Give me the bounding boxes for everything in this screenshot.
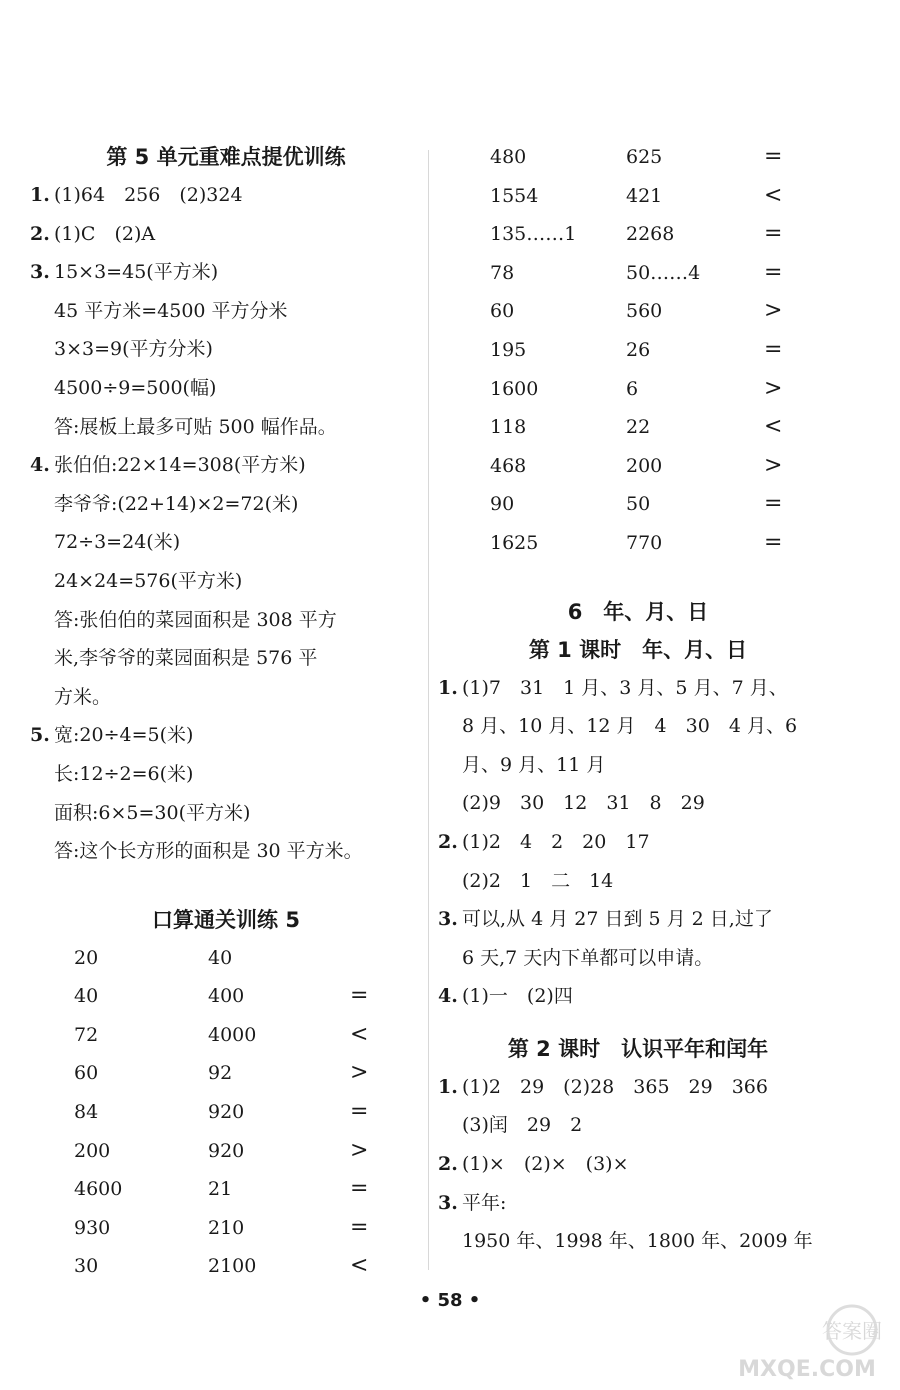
question-number: 1. bbox=[438, 676, 458, 699]
right-column bbox=[438, 138, 838, 1261]
unit5-line bbox=[30, 562, 422, 601]
question-number: 2. bbox=[30, 222, 50, 245]
answer-text: 方米。 bbox=[54, 685, 112, 708]
question-number: 3. bbox=[438, 908, 458, 931]
answer-text: 24×24=576(平方米) bbox=[54, 569, 243, 592]
unit5-title: 第 5 单元重难点提优训练 bbox=[106, 145, 346, 169]
oral-row bbox=[438, 292, 838, 331]
chapter-title: 6 年、月、日 bbox=[567, 599, 709, 624]
answer-text: 45 平方米=4500 平方分米 bbox=[54, 299, 288, 322]
unit5-line bbox=[30, 678, 422, 717]
answer-text: 米,李爷爷的菜园面积是 576 平 bbox=[54, 647, 318, 670]
lesson2-line bbox=[438, 1068, 838, 1107]
oral-answer: 200 bbox=[74, 1139, 111, 1162]
unit5-line bbox=[30, 330, 422, 369]
answer-text: (1)× (2)× (3)× bbox=[462, 1153, 629, 1176]
unit5-line bbox=[30, 176, 422, 215]
answer-text: 可以,从 4 月 27 日到 5 月 2 日,过了 bbox=[462, 908, 773, 931]
answer-text: 3×3=9(平方分米) bbox=[54, 338, 213, 361]
question-number: 4. bbox=[438, 985, 458, 1008]
answer-text: 6 天,7 天内下单都可以申请。 bbox=[462, 946, 714, 969]
comparison-sign: = bbox=[764, 491, 783, 517]
oral-answer: 60 bbox=[490, 300, 515, 323]
lesson1-line bbox=[438, 669, 838, 708]
unit5-line bbox=[30, 485, 422, 524]
comparison-sign: < bbox=[350, 1021, 369, 1047]
answer-text: 李爷爷:(22+14)×2=72(米) bbox=[54, 492, 299, 515]
oral-answer: 421 bbox=[626, 184, 663, 207]
oral-answer: 1554 bbox=[490, 184, 539, 207]
oral-answer: 625 bbox=[626, 146, 663, 168]
oral-answer: 920 bbox=[208, 1139, 245, 1162]
oral-answer: 920 bbox=[208, 1101, 245, 1124]
question-number: 1. bbox=[30, 184, 50, 206]
oral-answer: 560 bbox=[626, 300, 663, 323]
oral-answer: 21 bbox=[208, 1178, 233, 1201]
comparison-sign: < bbox=[764, 414, 783, 440]
oral-answer: 4000 bbox=[208, 1023, 257, 1046]
comparison-sign: > bbox=[350, 1137, 369, 1163]
oral-answer: 1600 bbox=[490, 377, 539, 400]
oral-row bbox=[438, 254, 838, 293]
oral-answer: 84 bbox=[74, 1101, 99, 1124]
oral-row bbox=[30, 977, 422, 1016]
unit5-line bbox=[30, 755, 422, 794]
oral-row bbox=[30, 1247, 422, 1286]
answer-text: 宽:20÷4=5(米) bbox=[54, 724, 194, 747]
oral-answer: 90 bbox=[490, 493, 515, 516]
comparison-sign: = bbox=[764, 144, 783, 169]
question-number: 2. bbox=[438, 830, 458, 853]
answer-text: 15×3=45(平方米) bbox=[54, 261, 219, 284]
lesson1-line bbox=[438, 939, 838, 978]
oral-answer: 40 bbox=[208, 946, 233, 969]
lesson1-line bbox=[438, 746, 838, 785]
lesson2-line bbox=[438, 1106, 838, 1145]
unit5-line bbox=[30, 408, 422, 447]
answer-text: (2)2 1 二 14 bbox=[462, 869, 614, 892]
svg-text:MXQE.COM: MXQE.COM bbox=[738, 1357, 876, 1382]
comparison-sign: = bbox=[350, 1214, 369, 1240]
oral-answer: 60 bbox=[74, 1062, 99, 1085]
comparison-sign: > bbox=[764, 375, 783, 401]
answer-text: 1950 年、1998 年、1800 年、2009 年 bbox=[462, 1230, 813, 1253]
oral-title: 口算通关训练 5 bbox=[152, 907, 300, 932]
answer-text: 72÷3=24(米) bbox=[54, 531, 181, 554]
unit5-line bbox=[30, 215, 422, 254]
answer-text: (1)2 29 (2)28 365 29 366 bbox=[462, 1075, 768, 1098]
lesson1-answers bbox=[438, 669, 838, 1016]
question-number: 4. bbox=[30, 454, 50, 477]
comparison-sign: = bbox=[350, 1099, 369, 1125]
unit5-answers bbox=[30, 176, 422, 871]
comparison-sign: > bbox=[764, 452, 783, 478]
oral-row bbox=[30, 1054, 422, 1093]
comparison-sign: < bbox=[764, 182, 783, 208]
lesson2-title: 第 2 课时 认识平年和闰年 bbox=[507, 1036, 769, 1061]
comparison-sign: = bbox=[764, 221, 783, 247]
oral-row bbox=[30, 1209, 422, 1248]
unit5-line bbox=[30, 716, 422, 755]
comparison-sign: = bbox=[764, 529, 783, 555]
lesson2-answers bbox=[438, 1068, 838, 1261]
oral-answer: 930 bbox=[74, 1216, 111, 1239]
oral-answers bbox=[30, 939, 422, 1286]
question-number: 1. bbox=[438, 1075, 458, 1098]
oral-answer: 50 bbox=[626, 493, 651, 516]
oral-row bbox=[30, 1132, 422, 1171]
unit5-line bbox=[30, 369, 422, 408]
oral-row bbox=[438, 177, 838, 216]
question-number: 3. bbox=[438, 1191, 458, 1214]
svg-text:答案圈: 答案圈 bbox=[822, 1319, 882, 1343]
oral-row bbox=[30, 1016, 422, 1055]
oral-answer: 135……1 bbox=[490, 223, 577, 246]
watermark-logo bbox=[722, 1300, 892, 1384]
oral-answer: 50……4 bbox=[626, 261, 701, 284]
answer-text: 答:展板上最多可贴 500 幅作品。 bbox=[54, 415, 337, 438]
oral-answer: 195 bbox=[490, 338, 527, 361]
question-number: 2. bbox=[438, 1153, 458, 1176]
oral-row bbox=[438, 524, 838, 563]
oral-answer: 6 bbox=[626, 377, 639, 400]
answer-text: 4500÷9=500(幅) bbox=[54, 376, 217, 399]
lesson1-line bbox=[438, 784, 838, 823]
lesson1-line bbox=[438, 977, 838, 1016]
oral-answer: 2100 bbox=[208, 1255, 257, 1278]
comparison-sign: = bbox=[764, 336, 783, 362]
comparison-sign: = bbox=[350, 983, 369, 1009]
oral-answer: 20 bbox=[74, 946, 99, 969]
oral-row bbox=[30, 939, 422, 978]
oral-row bbox=[438, 138, 838, 177]
lesson1-title: 第 1 课时 年、月、日 bbox=[528, 637, 748, 662]
lesson1-line bbox=[438, 707, 838, 746]
answer-text: 长:12÷2=6(米) bbox=[54, 762, 194, 785]
oral-row bbox=[438, 215, 838, 254]
oral-answer: 118 bbox=[490, 416, 527, 439]
oral-row bbox=[438, 485, 838, 524]
answer-text: 8 月、10 月、12 月 4 30 4 月、6 bbox=[462, 715, 798, 738]
oral-answers-continued bbox=[438, 138, 838, 563]
answer-text: (1)2 4 2 20 17 bbox=[462, 830, 650, 853]
comparison-sign: > bbox=[350, 1060, 369, 1086]
oral-row bbox=[30, 1093, 422, 1132]
answer-text: (1)一 (2)四 bbox=[462, 985, 573, 1008]
oral-answer: 22 bbox=[626, 416, 651, 439]
lesson1-line bbox=[438, 900, 838, 939]
oral-answer: 200 bbox=[626, 454, 663, 477]
answer-text: 平年: bbox=[462, 1191, 507, 1214]
unit5-line bbox=[30, 523, 422, 562]
comparison-sign: > bbox=[764, 298, 783, 324]
page-number: • 58 • bbox=[419, 1290, 481, 1311]
unit5-line bbox=[30, 794, 422, 833]
answer-text: 张伯伯:22×14=308(平方米) bbox=[54, 454, 306, 477]
oral-answer: 468 bbox=[490, 454, 527, 477]
comparison-sign: < bbox=[350, 1253, 369, 1279]
oral-row bbox=[438, 408, 838, 447]
answer-text: (1)64 256 (2)324 bbox=[54, 184, 243, 206]
unit5-line bbox=[30, 292, 422, 331]
comparison-sign: = bbox=[350, 1176, 369, 1202]
oral-row bbox=[30, 1170, 422, 1209]
answer-text: 月、9 月、11 月 bbox=[462, 753, 606, 776]
oral-answer: 26 bbox=[626, 338, 651, 361]
oral-answer: 1625 bbox=[490, 531, 539, 554]
lesson2-line bbox=[438, 1222, 838, 1261]
lesson2-line bbox=[438, 1184, 838, 1223]
oral-answer: 30 bbox=[74, 1255, 99, 1278]
unit5-line bbox=[30, 446, 422, 485]
lesson1-line bbox=[438, 862, 838, 901]
lesson2-line bbox=[438, 1145, 838, 1184]
lesson1-line bbox=[438, 823, 838, 862]
comparison-sign: = bbox=[764, 259, 783, 285]
oral-answer: 770 bbox=[626, 531, 663, 554]
answer-text: (2)9 30 12 31 8 29 bbox=[462, 792, 705, 815]
answer-text: (1)7 31 1 月、3 月、5 月、7 月、 bbox=[462, 676, 788, 699]
oral-answer: 40 bbox=[74, 985, 99, 1008]
oral-answer: 92 bbox=[208, 1062, 233, 1085]
answer-text: 答:这个长方形的面积是 30 平方米。 bbox=[54, 840, 363, 863]
oral-answer: 2268 bbox=[626, 223, 675, 246]
answer-text: 面积:6×5=30(平方米) bbox=[54, 801, 251, 824]
column-divider bbox=[428, 150, 429, 1270]
unit5-line bbox=[30, 639, 422, 678]
unit5-line bbox=[30, 253, 422, 292]
unit5-line bbox=[30, 601, 422, 640]
oral-row bbox=[438, 370, 838, 409]
oral-answer: 4600 bbox=[74, 1178, 123, 1201]
oral-row bbox=[438, 447, 838, 486]
answer-text: (1)C (2)A bbox=[54, 222, 156, 245]
oral-answer: 210 bbox=[208, 1216, 245, 1239]
oral-answer: 400 bbox=[208, 985, 245, 1008]
answer-text: 答:张伯伯的菜园面积是 308 平方 bbox=[54, 608, 337, 631]
unit5-line bbox=[30, 832, 422, 871]
oral-answer: 72 bbox=[74, 1023, 99, 1046]
oral-answer: 78 bbox=[490, 261, 515, 284]
left-column bbox=[30, 138, 422, 1286]
oral-answer: 480 bbox=[490, 146, 527, 168]
answer-text: (3)闰 29 2 bbox=[462, 1114, 583, 1137]
oral-row bbox=[438, 331, 838, 370]
question-number: 5. bbox=[30, 724, 50, 747]
question-number: 3. bbox=[30, 261, 50, 284]
